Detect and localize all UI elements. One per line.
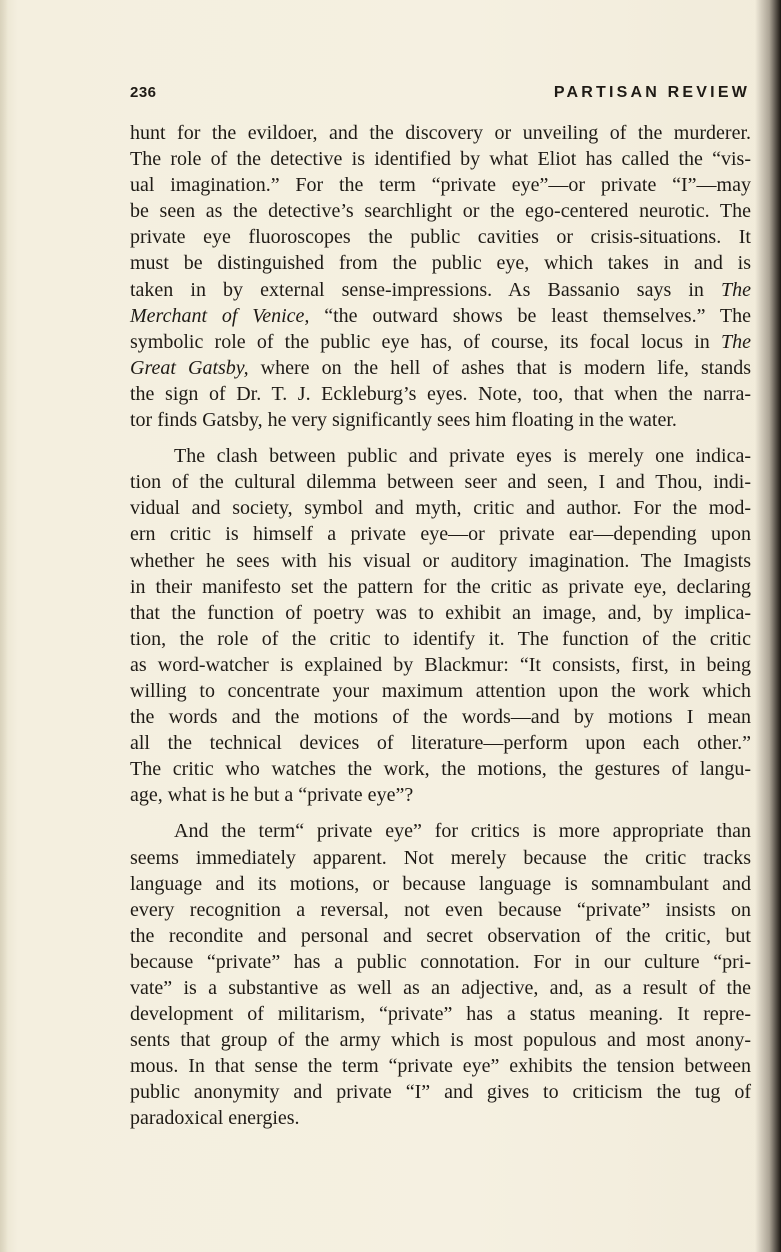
text-line: tion of the cultural dilemma between seer and seen, I and Thou, indi- xyxy=(130,471,751,494)
paragraph xyxy=(130,818,751,1131)
text-line: sents that group of the army which is most populous and most anony- xyxy=(130,1029,751,1052)
paragraph xyxy=(130,120,751,433)
text-line: as word-watcher is explained by Blackmur: “It consists, first, in being xyxy=(130,653,751,676)
text-line: And the term“ private eye” for critics is more appropriate than xyxy=(174,820,751,843)
text-line: that the function of poetry was to exhibit an image, and, by implica- xyxy=(130,601,751,624)
text-line: public anonymity and private “I” and gives to criticism the tug of xyxy=(130,1081,751,1104)
text-line: vate” is a substantive as well as an adjective, and, as a result of the xyxy=(130,977,751,999)
text-line: The critic who watches the work, the motions, the gestures of langu- xyxy=(130,758,751,781)
text-line: because “private” has a public connotation. For in our culture “pri- xyxy=(130,950,751,973)
text-line: in their manifesto set the pattern for the critic as private eye, declaring xyxy=(130,575,751,598)
paragraph-gap xyxy=(130,433,751,443)
text-line: ern critic is himself a private eye—or private ear—depending upon xyxy=(130,523,751,546)
text-line: tor finds Gatsby, he very significantly sees him floating in the water. xyxy=(130,409,677,432)
page-header xyxy=(130,84,750,108)
text-line: mous. In that sense the term “private eye” exhibits the tension between xyxy=(130,1055,751,1078)
text-line: the sign of Dr. T. J. Eckleburg’s eyes. Note, too, that when the narra- xyxy=(130,382,751,405)
text-line: the recondite and personal and secret observation of the critic, but xyxy=(130,924,751,947)
page-number: 236 xyxy=(130,84,157,101)
text-line: taken in by external sense-impressions. As Bassanio says in The xyxy=(130,278,751,301)
text-line: whether he sees with his visual or auditory imagination. The Imagists xyxy=(130,549,751,572)
text-line: every recognition a reversal, not even because “private” insists on xyxy=(130,898,751,921)
running-head: PARTISAN REVIEW xyxy=(553,84,750,101)
text-line: The role of the detective is identified by what Eliot has called the “vis- xyxy=(130,148,751,171)
text-line: ual imagination.” For the term “private eye”—or private “I”—may xyxy=(130,174,751,197)
text-line: The clash between public and private eyes is merely one indica- xyxy=(174,445,751,468)
text-line: development of militarism, “private” has a status meaning. It repre- xyxy=(130,1003,751,1026)
text-line: the words and the motions of the words—and by motions I mean xyxy=(130,706,751,729)
text-line: Great Gatsby, where on the hell of ashes that is modern life, stands xyxy=(130,356,751,379)
body-text xyxy=(130,120,751,1132)
book-spine-shadow xyxy=(755,0,781,1252)
text-line: willing to concentrate your maximum attention upon the work which xyxy=(130,679,751,702)
text-line: symbolic role of the public eye has, of course, its focal locus in The xyxy=(130,330,751,353)
text-line: private eye fluoroscopes the public cavities or crisis-situations. It xyxy=(130,226,751,249)
text-line: age, what is he but a “private eye”? xyxy=(130,784,414,807)
text-line: hunt for the evildoer, and the discovery or unveiling of the murderer. xyxy=(130,122,751,144)
text-line: vidual and society, symbol and myth, critic and author. For the mod- xyxy=(130,497,751,520)
paragraph xyxy=(130,443,751,808)
text-line: all the technical devices of literature—perform upon each other.” xyxy=(130,732,751,755)
text-line: language and its motions, or because language is somnambulant and xyxy=(130,872,751,895)
text-line: seems immediately apparent. Not merely because the critic tracks xyxy=(130,846,751,869)
page-left-edge xyxy=(0,0,8,1252)
text-line: must be distinguished from the public eye, which takes in and is xyxy=(130,252,751,275)
text-line: tion, the role of the critic to identify it. The function of the critic xyxy=(130,627,751,650)
text-line: Merchant of Venice, “the outward shows be least themselves.” The xyxy=(130,304,751,327)
text-line: paradoxical energies. xyxy=(130,1107,300,1130)
text-line: be seen as the detective’s searchlight or the ego-centered neurotic. The xyxy=(130,200,751,223)
paragraph-gap xyxy=(130,808,751,818)
